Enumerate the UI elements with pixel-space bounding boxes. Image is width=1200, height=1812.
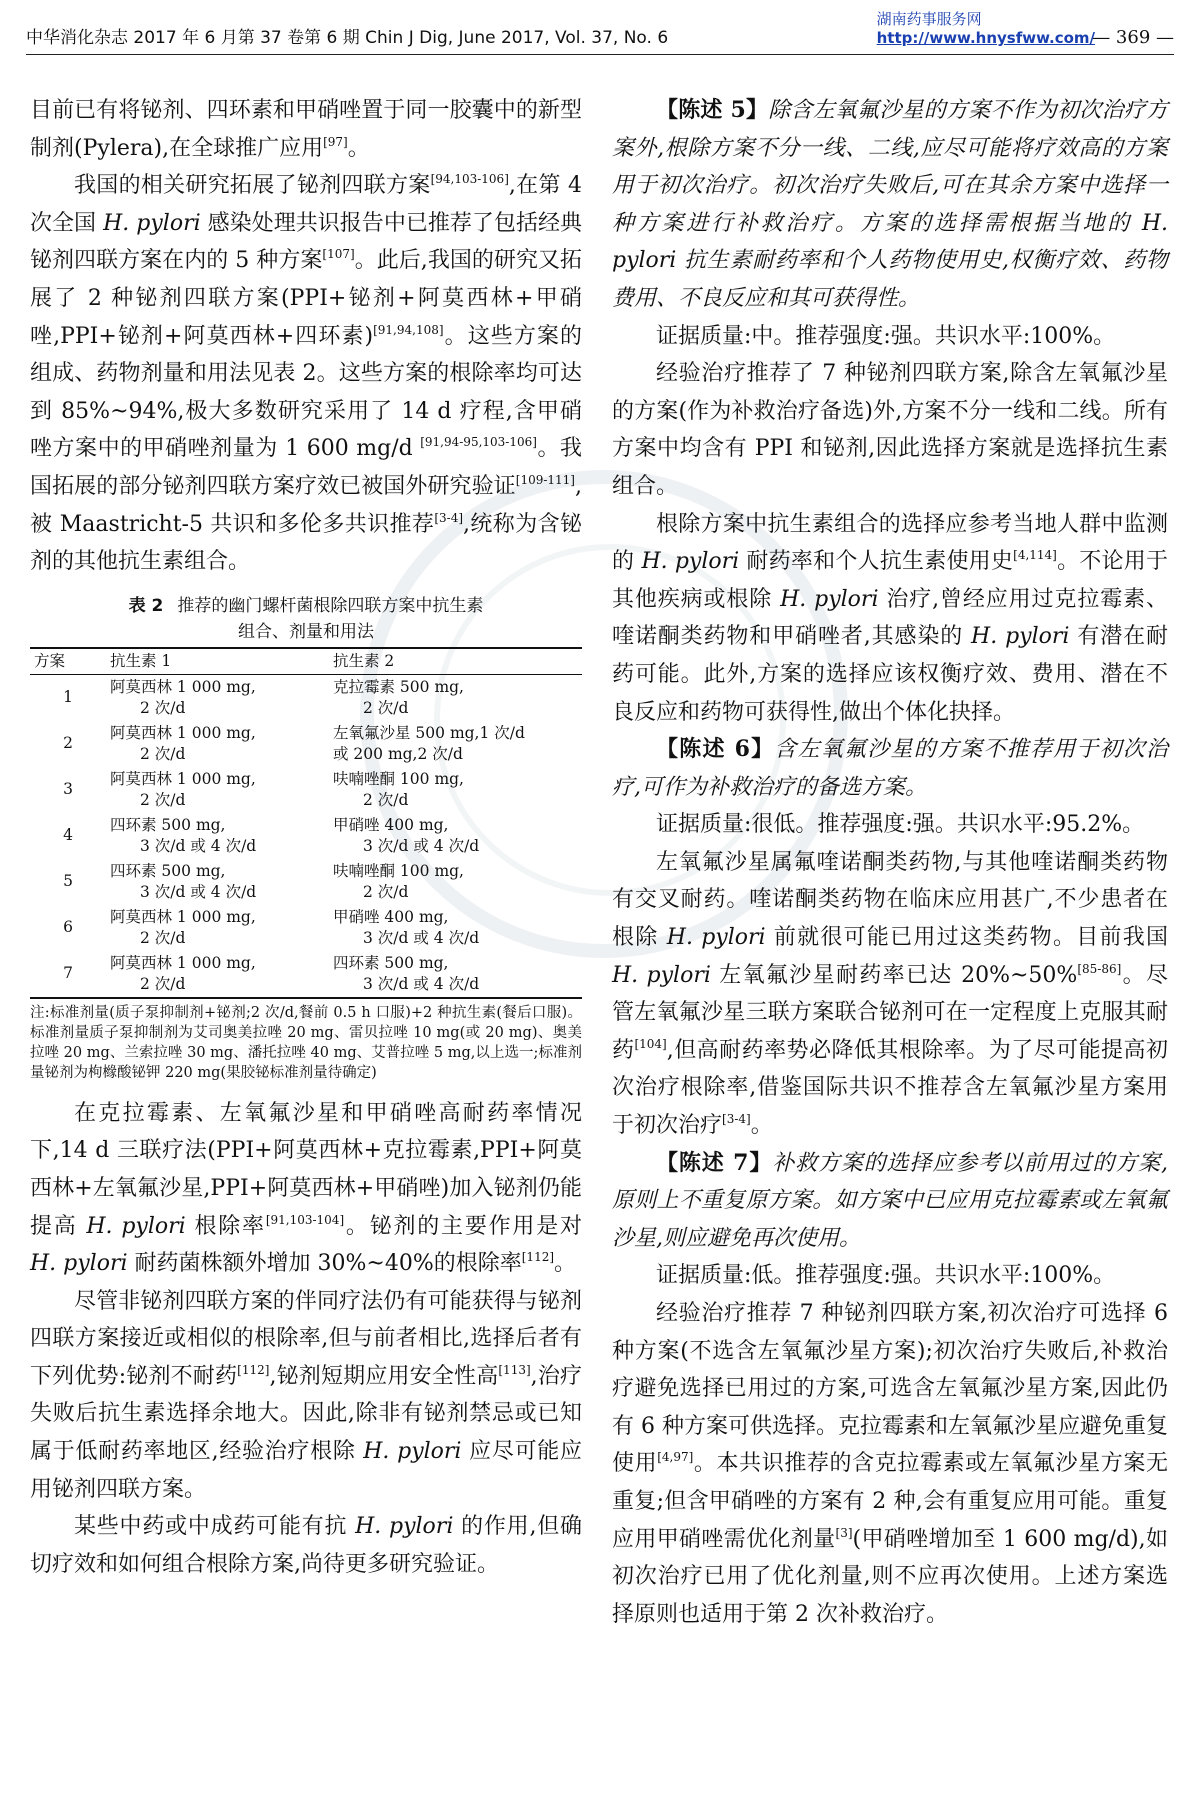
paragraph: 经验治疗推荐 7 种铋剂四联方案,初次治疗可选择 6 种方案(不选含左氧氟沙星方案);初次治疗失败后,补救治疗避免选择已用过的方案,可选含左氧氟沙星方案,因此仍有 6 种方案可供选择。克拉霉素和左氧氟沙星应避免重复使用[4,97]。本共识推荐的含克拉霉素或左氧氟沙星方案无重复;但含甲硝唑的方案有 2 种,会有重复应用可能。重复应用甲硝唑需优化剂量[3](甲硝唑增加至 1 600 mg/d),如初次治疗已用了优化剂量,则不应再次使用。上述方案选择原则也适用于第 2 次补救治疗。 [612, 1301, 1168, 1627]
table-row: 6 阿莫西林 1 000 mg, 2 次/d 甲硝唑 400 mg, 3 次/d 或 4 次/d [63, 907, 480, 947]
statement-7: 【陈述 7】补救方案的选择应参考以前用过的方案,原则上不重复原方案。如方案中已应用克拉霉素或左氧氟沙星,则应避免再次使用。 [612, 1149, 1169, 1251]
column-header: 方案 [30, 648, 106, 675]
paragraph: 左氧氟沙星属氟喹诺酮类药物,与其他喹诺酮类药物有交叉耐药。喹诺酮类药物在临床应用甚广,不少患者在根除 H. pylori 前就很可能已用过这类药物。目前我国 H. pylori 左氧氟沙星耐药率已达 20%~50%[85-86]。尽管左氧氟沙星三联方案联合铋剂可在一定程度上克服其耐药[104],但高耐药率势必降低其根除率。为了尽可能提高初次治疗根除率,借鉴国际共识不推荐含左氧氟沙星方案用于初次治疗[3-4]。 [612, 849, 1168, 1139]
table-row: 7 阿莫西林 1 000 mg, 2 次/d 四环素 500 mg, 3 次/d 或 4 次/d [30, 951, 582, 998]
left-column [30, 92, 582, 1583]
right-column [612, 92, 1168, 1633]
paragraph: 目前已有将铋剂、四环素和甲硝唑置于同一胶囊中的新型制剂(Pylera),在全球推广应用[97]。 [30, 98, 582, 161]
paragraph: 在克拉霉素、左氧氟沙星和甲硝唑高耐药率情况下,14 d 三联疗法(PPI+阿莫西林+克拉霉素,PPI+阿莫西林+左氧氟沙星,PPI+阿莫西林+甲硝唑)加入铋剂仍能提高 H. pylori 根除率[91,103-104]。铋剂的主要作用是对 H. pylori 耐药菌株额外增加 30%~40%的根除率[112]。 [30, 1100, 582, 1277]
site-watermark [877, 10, 1095, 48]
paragraph: 根除方案中抗生素组合的选择应参考当地人群中监测的 H. pylori 耐药率和个人抗生素使用史[4,114]。不论用于其他疾病或根除 H. pylori 治疗,曾经应用过克拉霉素、喹诺酮类药物和甲硝唑者,其感染的 H. pylori 有潜在耐药可能。此外,方案的选择应该权衡疗效、费用、潜在不良反应和药物可获得性,做出个体化抉择。 [612, 511, 1168, 725]
page-number: — 369 — [1092, 27, 1174, 48]
evidence-quality: 证据质量:很低。推荐强度:强。共识水平:95.2%。 [656, 812, 1145, 838]
paragraph: 经验治疗推荐了 7 种铋剂四联方案,除含左氧氟沙星的方案(作为补救治疗备选)外,方案不分一线和二线。所有方案中均含有 PPI 和铋剂,因此选择方案就是选择抗生素组合。 [612, 361, 1168, 499]
evidence-quality: 证据质量:中。推荐强度:强。共识水平:100%。 [656, 323, 1116, 349]
site-url[interactable]: http://www.hnysfww.com/ [876, 29, 1095, 47]
table-2 [30, 593, 582, 1083]
table-row: 1 阿莫西林 1 000 mg, 2 次/d 克拉霉素 500 mg, 2 次/d [63, 677, 464, 717]
table-row: 5 四环素 500 mg, 3 次/d 或 4 次/d 呋喃唑酮 100 mg, 2 次/d [63, 861, 464, 901]
evidence-quality: 证据质量:低。推荐强度:强。共识水平:100%。 [656, 1263, 1116, 1289]
journal-citation: 中华消化杂志 2017 年 6 月第 37 卷第 6 期 Chin J Dig, June 2017, Vol. 37, No. 6 [26, 28, 669, 48]
table-number: 表 2 [128, 595, 164, 616]
regimen-table [30, 647, 582, 999]
table-caption: 表 2 推荐的幽门螺杆菌根除四联方案中抗生素 组合、剂量和用法 [128, 595, 484, 642]
column-header: 抗生素 1 [106, 648, 329, 675]
table-note: 注:标准剂量(质子泵抑制剂+铋剂;2 次/d,餐前 0.5 h 口服)+2 种抗生素(餐后口服)。标准剂量质子泵抑制剂为艾司奥美拉唑 20 mg、雷贝拉唑 10 mg(或 20 mg)、奥美拉唑 20 mg、兰索拉唑 30 mg、潘托拉唑 40 mg、艾普拉唑 5 mg,以上选一;标准剂量铋剂为枸橼酸铋钾 220 mg(果胶铋标准剂量待确定) [30, 1004, 582, 1081]
column-header: 抗生素 2 [329, 648, 582, 675]
paragraph: 我国的相关研究拓展了铋剂四联方案[94,103-106],在第 4 次全国 H. pylori 感染处理共识报告中已推荐了包括经典铋剂四联方案在内的 5 种方案[107]。此后,我国的研究又拓展了 2 种铋剂四联方案(PPI+铋剂+阿莫西林+甲硝唑,PPI+铋剂+阿莫西林+四环素)[91,94,108]。这些方案的组成、药物剂量和用法见表 2。这些方案的根除率均可达到 85%~94%,极大多数研究采用了 14 d 疗程,含甲硝唑方案中的甲硝唑剂量为 1 600 mg/d [91,94-95,103-106]。我国拓展的部分铋剂四联方案疗效已被国外研究验证[109-111],被 Maastricht-5 共识和多伦多共识推荐[3-4],统称为含铋剂的其他抗生素组合。 [30, 172, 583, 575]
statement-6: 【陈述 6】含左氧氟沙星的方案不推荐用于初次治疗,可作为补救治疗的备选方案。 [612, 736, 1168, 800]
statement-5: 【陈述 5】除含左氧氟沙星的方案不作为初次治疗方案外,根除方案不分一线、二线,应尽可能将疗效高的方案用于初次治疗。初次治疗失败后,可在其余方案中选择一种方案进行补救治疗。方案的选择需根据当地的 H. pylori 抗生素耐药率和个人药物使用史,权衡疗效、药物费用、不良反应和其可获得性。 [612, 97, 1168, 311]
table-row: 3 阿莫西林 1 000 mg, 2 次/d 呋喃唑酮 100 mg, 2 次/d [63, 769, 464, 809]
paragraph: 尽管非铋剂四联方案的伴同疗法仍有可能获得与铋剂四联方案接近或相似的根除率,但与前者相比,选择后者有下列优势:铋剂不耐药[112],铋剂短期应用安全性高[113],治疗失败后抗生素选择余地大。因此,除非有铋剂禁忌或已知属于低耐药率地区,经验治疗根除 H. pylori 应尽可能应用铋剂四联方案。 [30, 1288, 582, 1502]
table-row: 2 阿莫西林 1 000 mg, 2 次/d 左氧氟沙星 500 mg,1 次/d 或 200 mg,2 次/d [63, 723, 525, 763]
table-row: 4 四环素 500 mg, 3 次/d 或 4 次/d 甲硝唑 400 mg, 3 次/d 或 4 次/d [63, 815, 480, 855]
paragraph: 某些中药或中成药可能有抗 H. pylori 的作用,但确切疗效和如何组合根除方案,尚待更多研究验证。 [30, 1514, 582, 1577]
site-name: 湖南药事服务网 [876, 10, 982, 28]
